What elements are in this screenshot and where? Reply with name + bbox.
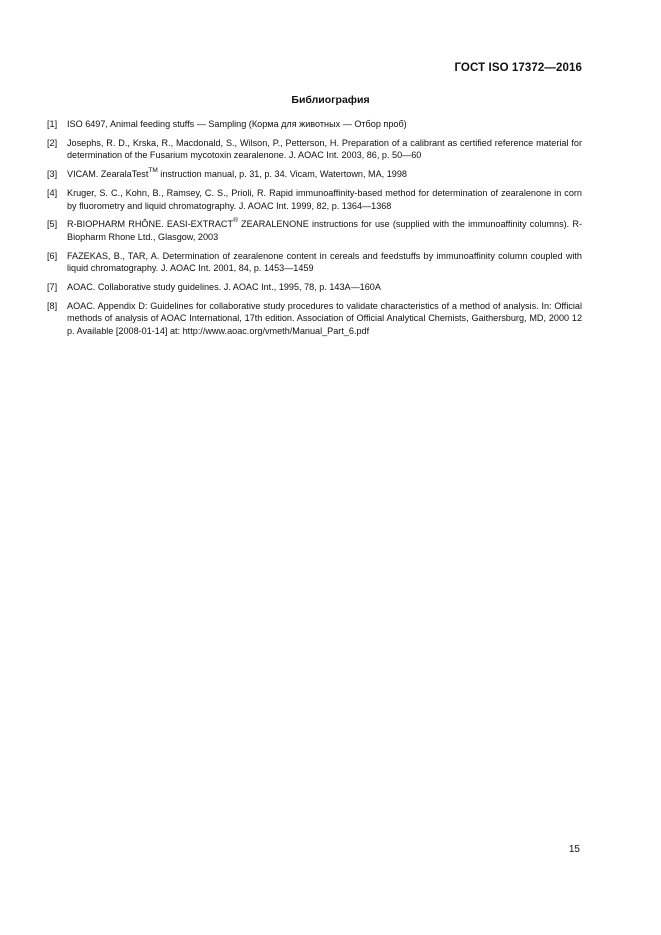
reference-text: AOAC. Collaborative study guidelines. J. AOAC Int., 1995, 78, p. 143A—160A (67, 282, 381, 293)
reference-item (47, 300, 582, 338)
page-number: 15 (568, 844, 580, 855)
reference-number: [1] (47, 119, 58, 129)
reference-number: [4] (47, 187, 58, 198)
reference-number: [7] (47, 282, 58, 293)
trademark-superscript: TM (148, 167, 158, 175)
document-code: ГОСТ ISO 17372—2016 (454, 62, 582, 74)
reference-text: Josephs, R. D., Krska, R., Macdonald, S., Wilson, P., Petterson, H. Preparation of a calibrant as certified reference material for determination of the Fusarium mycotoxin zearalenone. J. AOAC Int. 2003, 86, p. 50—60 (67, 137, 582, 161)
reference-item (47, 118, 582, 131)
reference-item (47, 137, 582, 162)
reference-number: [2] (47, 137, 58, 148)
reference-text-after: ZEARALENONE instructions for use (supplied with the immunoaffinity columns). R-Biopharm Rhone Ltd., Glasgow, 2003 (67, 219, 583, 242)
bibliography-list (47, 118, 582, 344)
reference-text: AOAC. Appendix D: Guidelines for collaborative study procedures to validate characteristics of a method of analysis. In: Official methods of analysis of AOAC International, 17th edition. Association of Official Analytical Chemists, Gaithersburg, MD, 2000 12 p. Available [2008-01-14] at: http://www.aoac.org/vmeth/Manual_Part_6.pdf (67, 300, 582, 337)
page-title: Библиография (291, 94, 370, 106)
reference-text-before: VICAM. ZearalaTest (67, 169, 149, 180)
reference-number: [5] (47, 219, 58, 230)
reference-number: [3] (47, 169, 58, 180)
reference-text-before: R-BIOPHARM RHÔNE. EASI-EXTRACT (67, 219, 234, 230)
registered-superscript: ® (233, 217, 238, 225)
reference-text (67, 218, 582, 243)
reference-item (47, 218, 582, 243)
reference-number: [6] (47, 250, 58, 261)
reference-item (47, 250, 582, 275)
reference-number: [8] (47, 300, 58, 311)
reference-text: ISO 6497, Animal feeding stuffs — Sampling (Корма для животных — Отбор проб) (67, 119, 407, 129)
reference-item (47, 187, 582, 212)
reference-item (47, 168, 582, 181)
reference-text (67, 168, 582, 181)
reference-text: FAZEKAS, B., TAR, A. Determination of zearalenone content in cereals and feedstuffs by immunoaffinity column coupled with liquid chromatography. J. AOAC Int. 2001, 84, p. 1453—1459 (67, 250, 582, 274)
reference-text: Kruger, S. C., Kohn, B., Ramsey, C. S., Prioli, R. Rapid immunoaffinity-based method for determination of zearalenone in corn by fluorometry and liquid chromatography. J. AOAC Int. 1999, 82, p. 1364—1368 (67, 187, 582, 211)
reference-text-after: instruction manual, p. 31, p. 34. Vicam, Watertown, MA, 1998 (157, 169, 407, 180)
reference-item (47, 281, 582, 294)
